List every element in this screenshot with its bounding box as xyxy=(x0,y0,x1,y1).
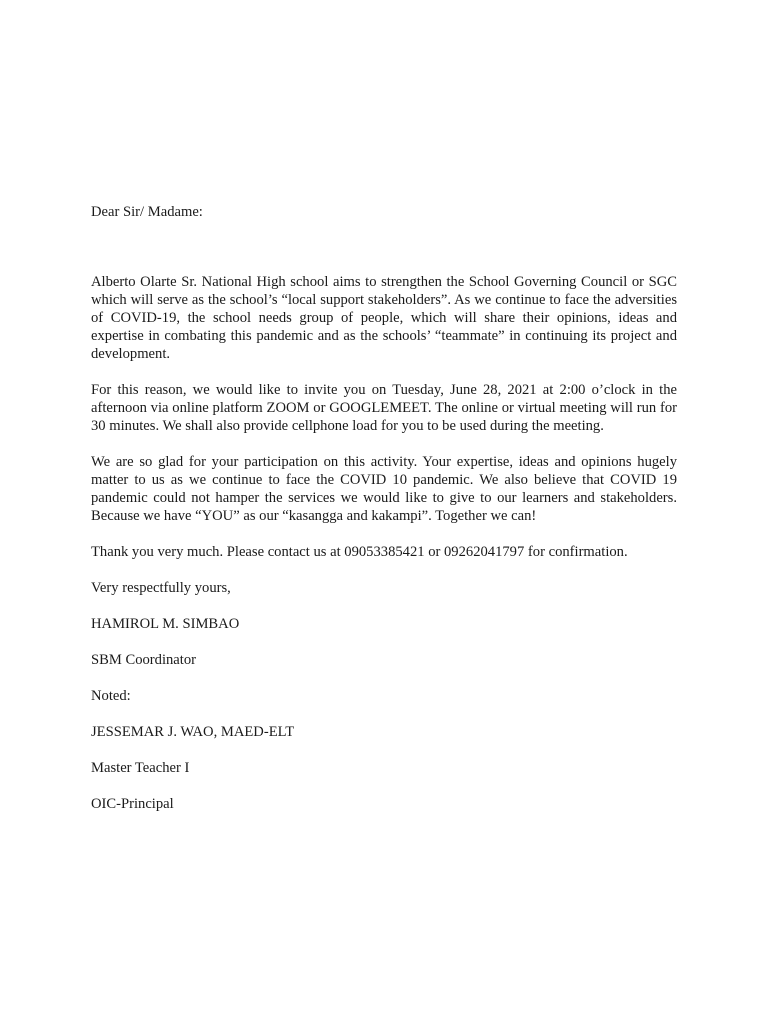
paragraph-appreciation: We are so glad for your participation on this activity. Your expertise, ideas and opinions hugely matter to us as we continue to face the COVID 10 pandemic. We also believe that COVID 19 pandemic could not hamper the services we would like to give to our learners and stakeholders. Because we have “YOU” as our “kasangga and kakampi”. Together we can! xyxy=(91,454,677,524)
signer-name: HAMIROL M. SIMBAO xyxy=(91,616,240,632)
salutation: Dear Sir/ Madame: xyxy=(91,204,203,220)
noter-position: OIC-Principal xyxy=(91,796,174,812)
paragraph-invitation: For this reason, we would like to invite you on Tuesday, June 28, 2021 at 2:00 o’clock in the afternoon via online platform ZOOM or GOOGLEMEET. The online or virtual meeting will run for 30 minutes. We shall also provide cellphone load for you to be used during the meeting. xyxy=(91,382,677,434)
noted-label: Noted: xyxy=(91,688,131,704)
paragraph-thanks: Thank you very much. Please contact us at 09053385421 or 09262041797 for confirmation. xyxy=(91,544,628,560)
signer-title: SBM Coordinator xyxy=(91,652,196,668)
paragraph-intro: Alberto Olarte Sr. National High school aims to strengthen the School Governing Council or SGC which will serve as the school’s “local support stakeholders”. As we continue to face the adversities of COVID-19, the school needs group of people, which will share their opinions, ideas and expertise in combating this pandemic and as the schools’ “teammate” in continuing its project and development. xyxy=(91,274,677,362)
noter-title: Master Teacher I xyxy=(91,760,190,776)
closing: Very respectfully yours, xyxy=(91,580,231,596)
noter-name: JESSEMAR J. WAO, MAED-ELT xyxy=(91,724,295,740)
